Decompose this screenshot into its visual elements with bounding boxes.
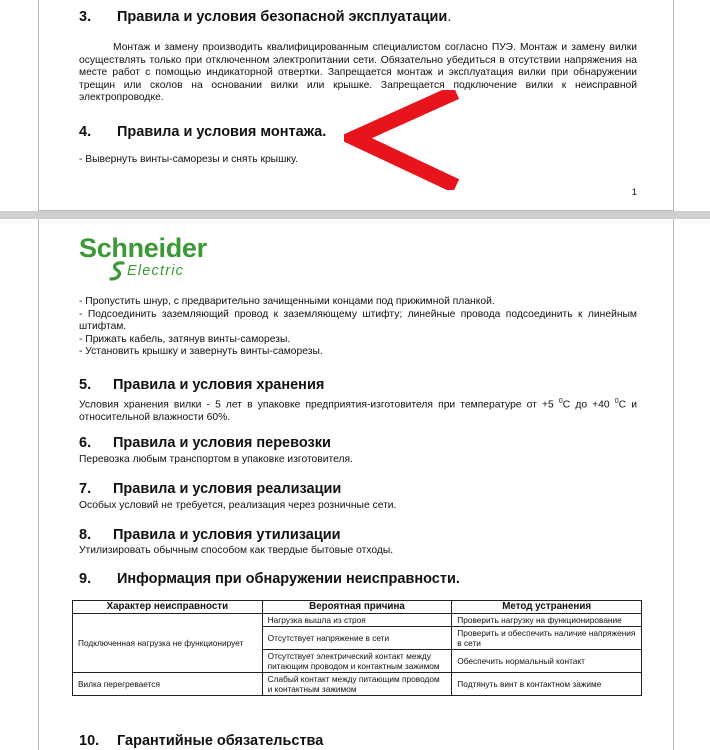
section-7-text: Особых условий не требуется, реализация через розничные сети. [79,500,397,511]
table-cell-cause: Нагрузка вышла из строя [262,614,452,627]
section-10-heading: 10. Гарантийные обязательства [79,733,324,749]
mount-step: - Подсоединить заземляющий провод к заземляющему штифту; линейные провода подсоединить к линейным штифтам. [79,308,637,333]
section-5-heading: 5. Правила и условия хранения [79,377,325,393]
table-cell-cause: Отсутствует электрический контакт между питающим проводом и контактным зажимом [262,650,452,673]
mount-step: - Пропустить шнур, с предварительно зачищенными концами под прижимной планкой. [79,296,495,307]
mount-step: - Прижать кабель, затянув винты-саморезы. [79,333,291,345]
table-cell-fix: Проверить и обеспечить наличие напряжения в сети [452,627,642,650]
mount-step: - Установить крышку и завернуть винты-саморезы. [79,346,323,358]
document-page-2 [38,219,674,750]
table-cell-fault: Подключенная нагрузка не функционирует [73,614,263,673]
schneider-logo-mark-icon [109,261,127,281]
table-row [73,614,642,627]
section-8-text: Утилизировать обычным способом как твердые бытовые отходы. [79,545,394,556]
table-header: Вероятная причина [262,601,452,614]
table-cell-fix: Проверить нагрузку на функционирование [452,614,642,627]
table-header: Метод устранения [452,601,642,614]
table-cell-fault: Вилка перегревается [73,673,263,696]
red-arrow-annotation-icon [344,90,464,190]
table-header: Характер неисправности [73,601,263,614]
section-6-text: Перевозка любым транспортом в упаковке изготовителя. [79,454,353,465]
section-3-text: Монтаж и замену производить квалифицированным специалистом согласно ПУЭ. Монтаж и замену вилки осуществлять только при отключенном электропитании сети. Обязательно убедиться в отсутствии напряжения на месте работ с помощью индикаторной отвертки. Запрещается монтаж и эксплуатация вилки при обнаружении трещин или сколов на основании вилки или крышке. Запрещается подключение вилки к неисправной электропроводке. [79,42,637,104]
table-row [73,673,642,696]
table-cell-cause: Отсутствует напряжение в сети [262,627,452,650]
page-separator [0,211,710,219]
table-header-row [73,601,642,614]
section-3-heading: 3. Правила и условия безопасной эксплуатации. [79,9,452,25]
mount-steps [79,296,637,359]
section-4-heading: 4. Правила и условия монтажа. [79,124,327,140]
section-7-heading: 7. Правила и условия реализации [79,481,342,497]
page-number: 1 [631,187,637,198]
section-8-heading: 8. Правила и условия утилизации [79,527,341,543]
section-6-heading: 6. Правила и условия перевозки [79,435,331,451]
table-cell-cause: Слабый контакт между питающим проводом и контактным зажимом [262,673,452,696]
section-4-text: - Вывернуть винты-саморезы и снять крышку. [79,154,298,165]
fault-table [72,600,642,696]
section-5-text: Условия хранения вилки - 5 лет в упаковке предприятия-изготовителя при температуре от +5 $^0$С до +40 $^0$С и относительной влажности 60%. [79,398,637,424]
schneider-electric-logo: Schneider Electric [79,233,207,279]
table-cell-fix: Подтянуть винт в контактном зажиме [452,673,642,696]
table-cell-fix: Обеспечить нормальный контакт [452,650,642,673]
section-9-heading: 9. Информация при обнаружении неисправности. [79,571,460,587]
